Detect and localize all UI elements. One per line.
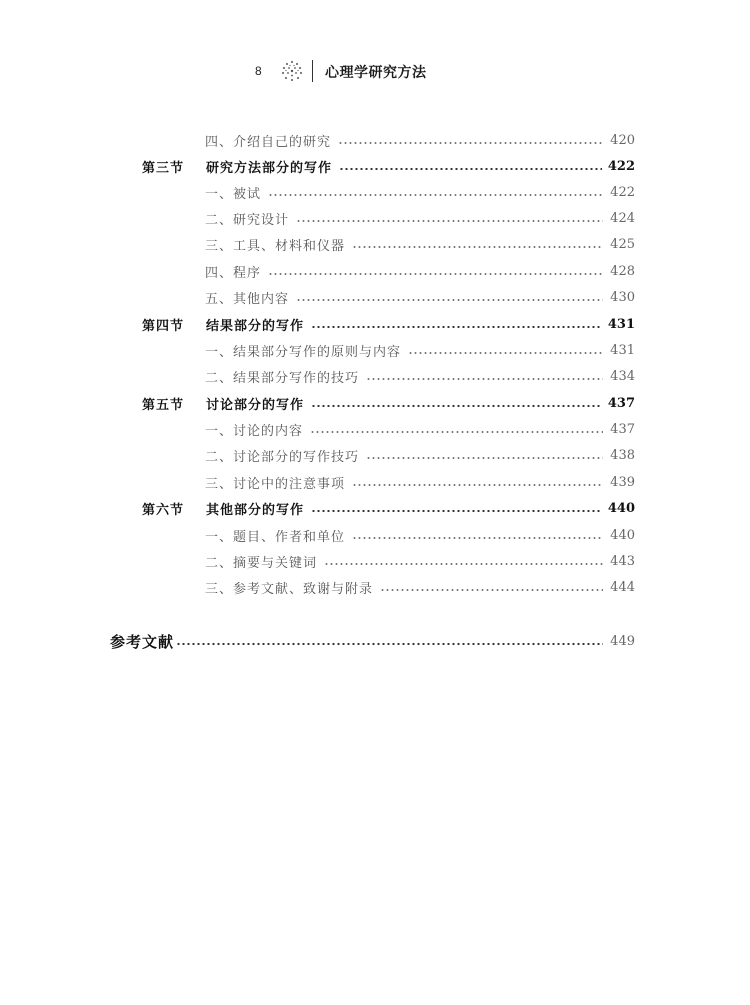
toc-page-number: 420: [610, 132, 635, 148]
toc-entry-label: 一、被试: [205, 186, 262, 202]
dot-leader: [296, 299, 603, 301]
dot-leader: [311, 326, 602, 328]
dot-leader: [324, 563, 603, 565]
toc-item-row[interactable]: [205, 179, 635, 205]
toc-item-row[interactable]: [205, 363, 635, 389]
dot-leader: [268, 194, 603, 196]
dot-leader: [338, 142, 603, 144]
toc-section-number: 第四节: [142, 318, 185, 334]
toc-page-number: 438: [610, 447, 635, 463]
toc-entry-label: 研究方法部分的写作: [206, 160, 333, 176]
toc-section-row[interactable]: [142, 311, 635, 337]
dot-leader: [311, 510, 602, 512]
toc-entry-label: 二、结果部分写作的技巧: [205, 370, 360, 386]
toc-section-row[interactable]: [142, 495, 635, 521]
dot-leader: [408, 352, 603, 354]
toc-section-row[interactable]: [142, 153, 635, 179]
toc-chapter-row[interactable]: [110, 628, 635, 654]
toc-page-number: 444: [610, 579, 635, 595]
toc-entry-label: 五、其他内容: [205, 291, 290, 307]
toc-item-row[interactable]: [205, 548, 635, 574]
dot-leader: [366, 378, 603, 380]
toc-item-row[interactable]: [205, 284, 635, 310]
toc-page-number: 431: [610, 342, 635, 358]
toc-page-number: 422: [607, 158, 635, 174]
toc-page-number: 430: [610, 289, 635, 305]
toc-entry-label: 一、结果部分写作的原则与内容: [205, 344, 402, 360]
dot-leader: [310, 431, 603, 433]
dot-leader: [296, 220, 603, 222]
toc-item-row[interactable]: [205, 469, 635, 495]
book-emblem-icon: [279, 59, 305, 83]
toc-entry-label: 二、讨论部分的写作技巧: [205, 449, 360, 465]
toc-entry-label: 一、讨论的内容: [205, 423, 304, 439]
toc-item-row[interactable]: [205, 205, 635, 231]
header-divider: [312, 60, 313, 82]
dot-leader: [352, 537, 603, 539]
toc-entry-label: 结果部分的写作: [206, 318, 305, 334]
dot-leader: [380, 589, 603, 591]
toc-item-row[interactable]: [205, 442, 635, 468]
toc-item-row[interactable]: [205, 258, 635, 284]
toc-item-row[interactable]: [205, 231, 635, 257]
toc-entry-label: 参考文献: [110, 632, 175, 651]
toc-page-number: 424: [610, 210, 635, 226]
toc-entry-label: 三、讨论中的注意事项: [205, 476, 346, 492]
dot-leader: [366, 457, 603, 459]
toc-item-row[interactable]: [205, 574, 635, 600]
toc-entry-label: 二、研究设计: [205, 212, 290, 228]
toc-entry-label: 三、参考文献、致谢与附录: [205, 581, 374, 597]
toc-entry-label: 其他部分的写作: [206, 502, 305, 518]
toc-entry-label: 一、题目、作者和单位: [205, 529, 346, 545]
page-header: [0, 58, 750, 86]
book-title: 心理学研究方法: [325, 65, 427, 81]
dot-leader: [268, 273, 603, 275]
toc-page-number: 440: [607, 500, 635, 516]
toc-page-number: 437: [610, 421, 635, 437]
dot-leader: [176, 643, 603, 645]
dot-leader: [339, 168, 602, 170]
toc-entry-label: 二、摘要与关键词: [205, 555, 318, 571]
toc-page-number: 431: [607, 316, 635, 332]
toc-item-row[interactable]: [205, 127, 635, 153]
toc-page-number: 422: [610, 184, 635, 200]
toc-page-number: 437: [607, 395, 635, 411]
toc-entry-label: 四、程序: [205, 265, 262, 281]
toc-page-number: 449: [610, 633, 635, 649]
toc-entry-label: 讨论部分的写作: [206, 397, 305, 413]
toc-page-number: 434: [610, 368, 635, 384]
toc-page-number: 425: [610, 236, 635, 252]
page-number: 8: [255, 64, 262, 78]
toc-item-row[interactable]: [205, 522, 635, 548]
toc-section-row[interactable]: [142, 390, 635, 416]
toc-page-number: 439: [610, 474, 635, 490]
toc-entry-label: 四、介绍自己的研究: [205, 134, 332, 150]
toc-section-number: 第六节: [142, 502, 185, 518]
dot-leader: [352, 484, 603, 486]
toc-page-number: 428: [610, 263, 635, 279]
toc-entry-label: 三、工具、材料和仪器: [205, 238, 346, 254]
toc-section-number: 第五节: [142, 397, 185, 413]
toc-section-number: 第三节: [142, 160, 185, 176]
dot-leader: [352, 246, 603, 248]
toc-page-number: 443: [610, 553, 635, 569]
toc-page-number: 440: [610, 527, 635, 543]
dot-leader: [311, 405, 602, 407]
toc-item-row[interactable]: [205, 337, 635, 363]
toc-item-row[interactable]: [205, 416, 635, 442]
